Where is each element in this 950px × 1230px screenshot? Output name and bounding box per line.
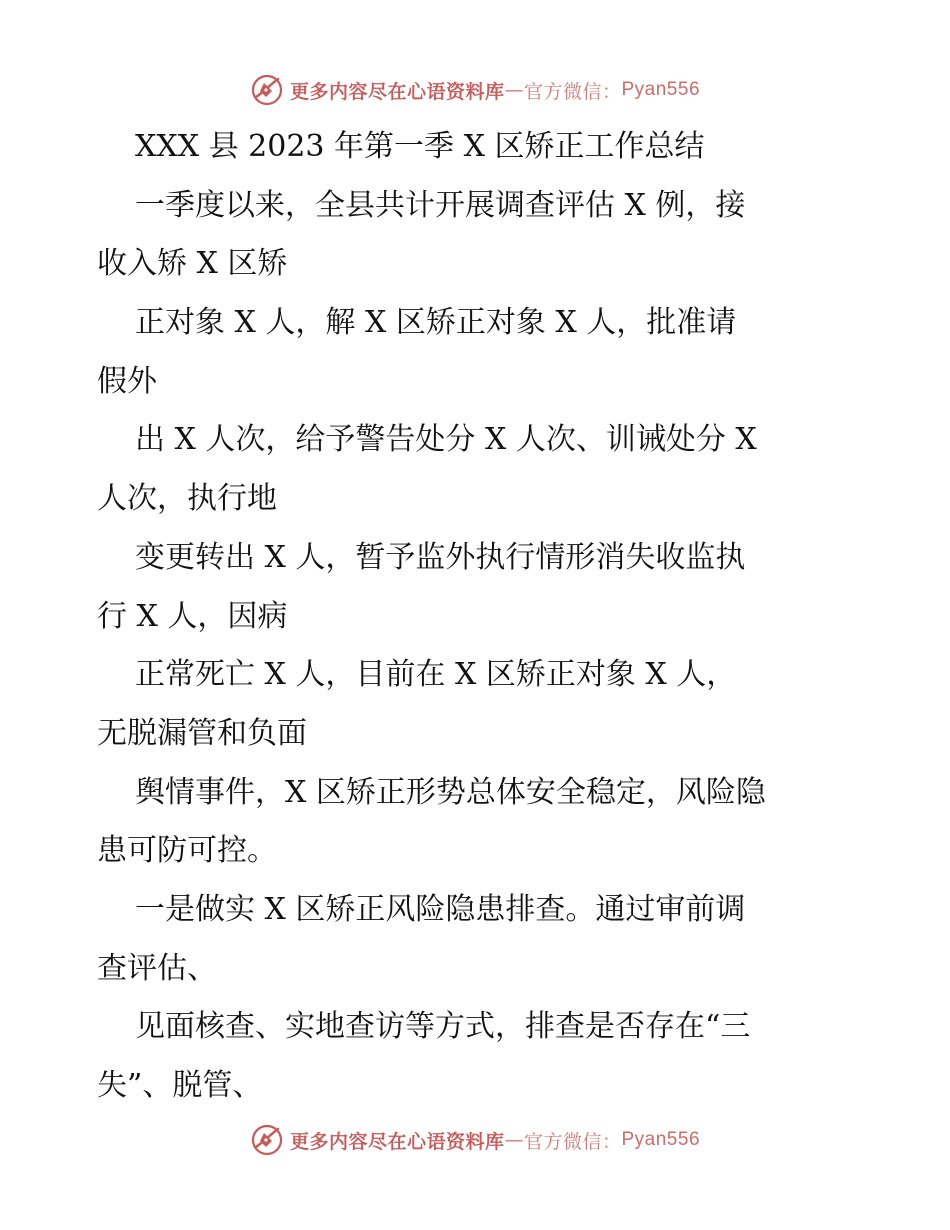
fountain-pen-nib-icon xyxy=(250,73,284,107)
fountain-pen-nib-icon xyxy=(250,1123,284,1157)
text-line: 正常死亡 X 人，目前在 X 区矫正对象 X 人， xyxy=(135,657,737,693)
text-line: 一是做实 X 区矫正风险隐患排查。通过审前调 xyxy=(135,891,746,927)
watermark-brand: 更多内容尽在心语资料库 xyxy=(289,80,505,103)
text-line: 患可防可控。 xyxy=(97,833,277,869)
text-line: 假外 xyxy=(97,363,157,399)
text-line: 人次，执行地 xyxy=(97,481,277,517)
watermark-rest: 官方微信： xyxy=(523,80,622,103)
text-line: 无脱漏管和负面 xyxy=(97,715,307,751)
text-line: 行 X 人，因病 xyxy=(97,598,288,634)
watermark-handle: Pyan556 xyxy=(621,1129,701,1150)
text-line: 查评估、 xyxy=(97,950,217,986)
text-line: 失”、脱管、 xyxy=(97,1068,263,1103)
watermark-handle: Pyan556 xyxy=(621,79,701,100)
watermark-rest: 官方微信： xyxy=(523,1130,622,1153)
watermark-brand: 更多内容尽在心语资料库 xyxy=(289,1130,505,1153)
watermark-separator: — xyxy=(504,1129,524,1151)
watermark-banner-bottom xyxy=(0,1120,950,1160)
text-line: 出 X 人次，给予警告处分 X 人次、训诫处分 X xyxy=(135,422,757,458)
text-line: 舆情事件，X 区矫正形势总体安全稳定，风险隐 xyxy=(135,774,766,810)
watermark-banner-top xyxy=(0,70,950,110)
document-body xyxy=(97,118,857,1116)
text-line: 变更转出 X 人，暂予监外执行情形消失收监执 xyxy=(135,539,746,575)
text-line: 正对象 X 人，解 X 区矫正对象 X 人，批准请 xyxy=(135,305,737,341)
document-title: XXX 县 2023 年第一季 X 区矫正工作总结 xyxy=(135,129,705,164)
text-line: 一季度以来，全县共计开展调查评估 X 例，接 xyxy=(135,187,746,223)
text-line: 见面核查、实地查访等方式，排查是否存在“三 xyxy=(135,1009,751,1045)
watermark-separator: — xyxy=(504,79,524,101)
text-line: 收入矫 X 区矫 xyxy=(97,246,288,282)
